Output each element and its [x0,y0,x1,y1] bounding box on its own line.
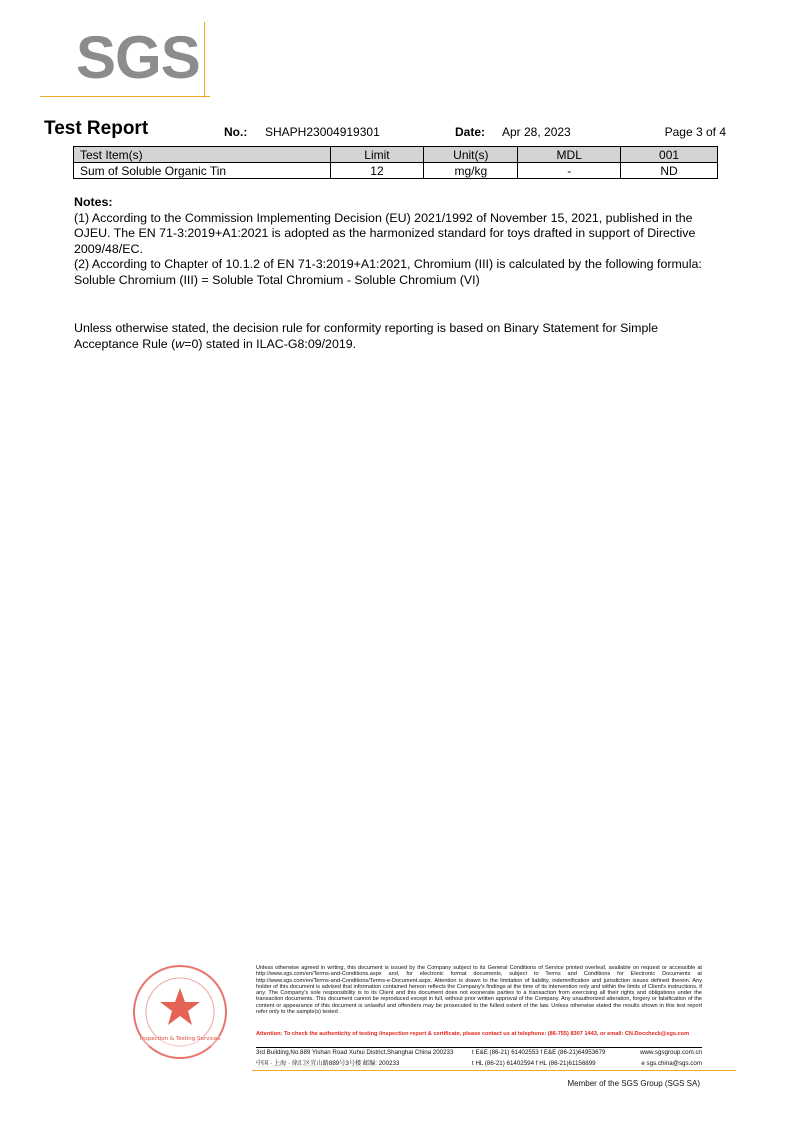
logo-horizontal-rule [40,96,210,97]
decision-rule-paragraph [74,321,724,352]
table-cell: Sum of Soluble Organic Tin [74,163,331,179]
date-label: Date: [455,125,486,139]
date-value: Apr 28, 2023 [502,125,571,139]
column-header: Test Item(s) [74,147,331,163]
decision-rule-italic: w [175,336,185,351]
page-title: Test Report [44,118,149,139]
column-header: Unit(s) [424,147,518,163]
notes-section [74,195,724,289]
note-2: (2) According to Chapter of 10.1.2 of EN 71-3:2019+A1:2021, Chromium (III) is calculated by the following formula: [74,257,702,272]
report-number-label: No.: [224,125,248,139]
table-header-row [74,147,718,163]
chromium-formula: Soluble Chromium (III) = Soluble Total Chromium - Soluble Chromium (VI) [74,272,480,287]
table-row [74,163,718,179]
sgs-logo-text: SGS [76,24,200,91]
email: e sgs.china@sgs.com [641,1060,702,1067]
authenticity-attention: Attention: To check the authenticity of testing /inspection report & certificate, please contact us at telephone: (86-755) 8307 1443, or email: CN.Doccheck@sgs.com [256,1031,690,1037]
website: www.sgsgroup.com.cn [640,1049,702,1056]
note-1: (1) According to the Commission Implementing Decision (EU) 2021/1992 of November 15, 2021, published in the OJEU. The EN 71-3:2019+A1:2021 is adopted as the harmonized standard for toys drafted in support of Directive 2009/48/EC. [74,210,696,256]
page-number: Page 3 of 4 [664,125,726,139]
column-header: 001 [621,147,718,163]
membership-line: Member of the SGS Group (SGS SA) [567,1079,700,1088]
report-header [44,119,726,141]
column-header: MDL [518,147,621,163]
results-table [73,146,718,179]
sgs-logo [40,22,215,98]
notes-heading: Notes: [74,195,113,209]
decision-rule-text-end: =0) stated in ILAC-G8:09/2019. [184,336,357,351]
address-chinese: 中国 · 上海 · 徐汇区宜山路889号3号楼 邮编: 200233 [256,1060,400,1067]
table-cell: ND [621,163,718,179]
phone-ee: t E&E (86-21) 61402553 f E&E (86-21)64953679 [472,1049,606,1056]
address-divider [256,1047,702,1048]
legal-disclaimer: Unless otherwise agreed in writing, this document is issued by the Company subject to its General Conditions of Service printed overleaf, available on request or accessible at http://www.sgs.com/en/Terms-and-Conditions.aspx and, for electronic format documents, subject to Terms and Conditions for Electronic Documents at http://www.sgs.com/en/Terms-and-Conditions/Terms-e-Document.aspx. Attention is drawn to the limitation of liability, indemnification and jurisdiction issues defined therein. Any holder of this document is advised that information contained hereon reflects the Company's findings at the time of its intervention only and within the limits of Client's instructions, if any. The Company's sole responsibility is to its Client and this document does not exonerate parties to a transaction from exercising all their rights and obligations under the transaction documents. This document cannot be reproduced except in full, without prior written approval of the Company. Any unauthorized alteration, forgery or falsification of the content or appearance of this document is unlawful and offenders may be prosecuted to the fullest extent of the law. Unless otherwise stated the results shown in this test report refer only to the sample(s) tested . [256,965,702,1016]
decision-rule-text: Unless otherwise stated, the decision rule for conformity reporting is based on Binary Statement for Simple Acceptance Rule ( [74,321,659,351]
report-number-value: SHAPH23004919301 [265,125,380,139]
table-cell: mg/kg [424,163,518,179]
inspection-stamp-seal [122,958,252,1070]
column-header: Limit [330,147,424,163]
footer-rule [252,1070,736,1071]
address-english: 3rd Building,No.889 Yishan Road Xuhui District,Shanghai China 200233 [256,1049,454,1056]
logo-vertical-rule [204,22,205,98]
table-cell: 12 [330,163,424,179]
stamp-caption: Inspection & Testing Services [139,1036,221,1042]
table-cell: - [518,163,621,179]
phone-hl: t HL (86-21) 61402594 f HL (86-21)61156899 [472,1060,596,1067]
